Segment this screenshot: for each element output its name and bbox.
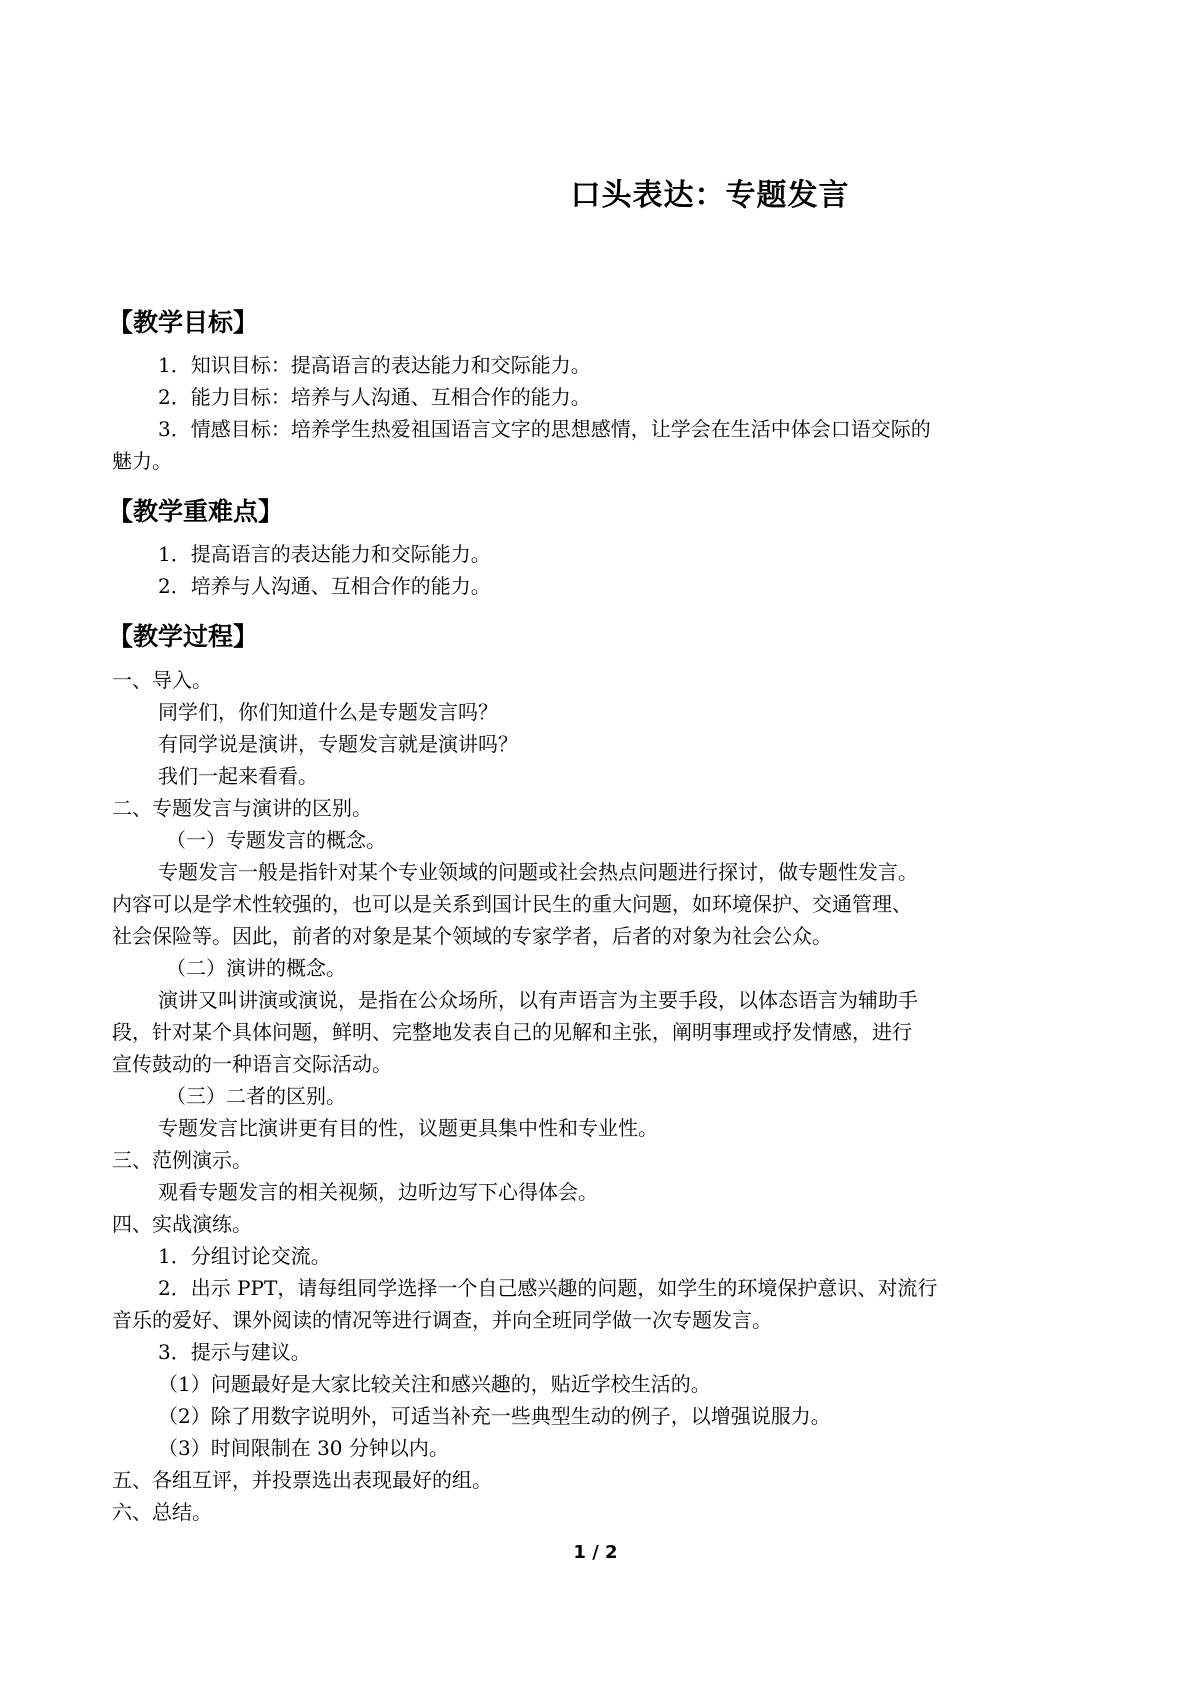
objective-line: 魅力。 [112, 449, 172, 473]
page-number: 1 / 2 [573, 1542, 618, 1563]
process-line: （1）问题最好是大家比较关注和感兴趣的，贴近学校生活的。 [158, 1372, 711, 1396]
process-line: （3）时间限制在 30 分钟以内。 [158, 1436, 449, 1460]
process-line: 宣传鼓动的一种语言交际活动。 [112, 1052, 392, 1076]
process-line: 1．分组讨论交流。 [158, 1244, 331, 1268]
process-line: 六、总结。 [112, 1500, 212, 1524]
objective-line: 3．情感目标：培养学生热爱祖国语言文字的思想感情，让学会在生活中体会口语交际的 [158, 417, 931, 441]
process-line: （三）二者的区别。 [166, 1084, 346, 1108]
process-line: 社会保险等。因此，前者的对象是某个领域的专家学者，后者的对象为社会公众。 [112, 924, 832, 948]
section-heading-keypoints: 【教学重难点】 [108, 497, 284, 526]
process-line: 音乐的爱好、课外阅读的情况等进行调查，并向全班同学做一次专题发言。 [112, 1308, 772, 1332]
process-line: 专题发言比演讲更有目的性，议题更具集中性和专业性。 [158, 1116, 658, 1140]
process-line: 四、实战演练。 [112, 1212, 252, 1236]
process-line: 3．提示与建议。 [158, 1340, 311, 1364]
document-title: 口头表达：专题发言 [570, 178, 850, 213]
process-line: （二）演讲的概念。 [166, 956, 346, 980]
objective-line: 1．知识目标：提高语言的表达能力和交际能力。 [158, 353, 591, 377]
process-line: （2）除了用数字说明外，可适当补充一些典型生动的例子，以增强说服力。 [158, 1404, 831, 1428]
process-line: 段，针对某个具体问题，鲜明、完整地发表自己的见解和主张，阐明事理或抒发情感，进行 [112, 1020, 912, 1044]
process-line: 五、各组互评，并投票选出表现最好的组。 [112, 1468, 492, 1492]
process-line: 专题发言一般是指针对某个专业领域的问题或社会热点问题进行探讨，做专题性发言。 [158, 860, 918, 884]
process-line: 有同学说是演讲，专题发言就是演讲吗？ [158, 732, 518, 756]
process-line: （一）专题发言的概念。 [166, 828, 386, 852]
objective-line: 2．能力目标：培养与人沟通、互相合作的能力。 [158, 385, 591, 409]
process-line: 同学们，你们知道什么是专题发言吗？ [158, 700, 498, 724]
process-line: 2．出示 PPT，请每组同学选择一个自己感兴趣的问题，如学生的环境保护意识、对流行 [158, 1276, 938, 1300]
section-heading-process: 【教学过程】 [108, 622, 259, 651]
keypoint-line: 1．提高语言的表达能力和交际能力。 [158, 542, 491, 566]
process-line: 二、专题发言与演讲的区别。 [112, 796, 372, 820]
process-line: 我们一起来看看。 [158, 764, 318, 788]
section-heading-objectives: 【教学目标】 [108, 308, 259, 337]
keypoint-line: 2．培养与人沟通、互相合作的能力。 [158, 574, 491, 598]
process-line: 演讲又叫讲演或演说，是指在公众场所，以有声语言为主要手段，以体态语言为辅助手 [158, 988, 918, 1012]
process-line: 观看专题发言的相关视频，边听边写下心得体会。 [158, 1180, 598, 1204]
process-line: 内容可以是学术性较强的，也可以是关系到国计民生的重大问题，如环境保护、交通管理、 [112, 892, 912, 916]
process-line: 一、导入。 [112, 668, 212, 692]
process-line: 三、范例演示。 [112, 1148, 252, 1172]
